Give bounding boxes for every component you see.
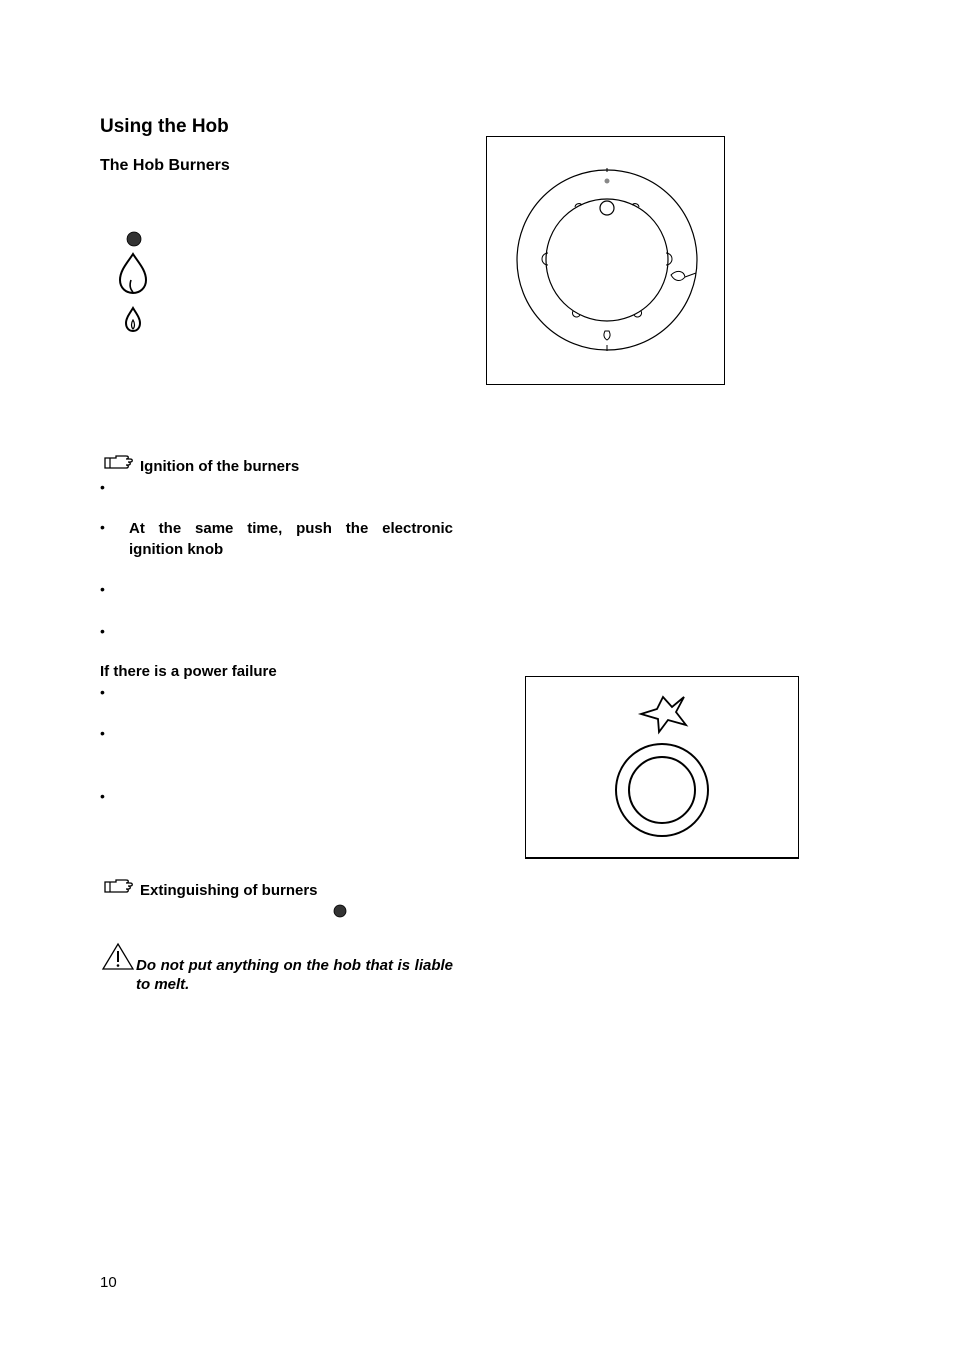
bullet: •	[100, 684, 105, 700]
power-failure-title: If there is a power failure	[100, 663, 277, 680]
pointing-hand-icon	[104, 877, 134, 895]
filled-circle-icon	[333, 904, 349, 920]
ignition-button-diagram	[526, 677, 798, 857]
page-number: 10	[100, 1274, 117, 1291]
bullet: •	[100, 788, 105, 804]
burner-symbols	[118, 228, 152, 338]
ignition-step-text: At the same time, push the electronic ignition knob	[129, 520, 453, 558]
pointing-hand-icon	[104, 453, 134, 471]
bullet: •	[100, 623, 105, 639]
bullet: •	[100, 725, 105, 741]
page-title: Using the Hob	[100, 116, 229, 137]
control-knob-diagram	[487, 137, 724, 384]
extinguishing-title: Extinguishing of burners	[140, 882, 318, 899]
bullet: •	[100, 479, 105, 495]
large-flame-icon	[120, 254, 146, 293]
section-title: The Hob Burners	[100, 157, 230, 174]
warning-triangle-icon	[101, 942, 135, 972]
ignition-title: Ignition of the burners	[140, 458, 300, 475]
ignition-figure	[525, 676, 799, 859]
bullet: •	[100, 581, 105, 597]
knob-figure	[486, 136, 725, 385]
bullet: •	[100, 519, 105, 535]
filled-circle-icon	[127, 232, 141, 246]
spark-star-icon	[641, 697, 686, 732]
warning-text: Do not put anything on the hob that is liable to melt.	[136, 957, 453, 993]
